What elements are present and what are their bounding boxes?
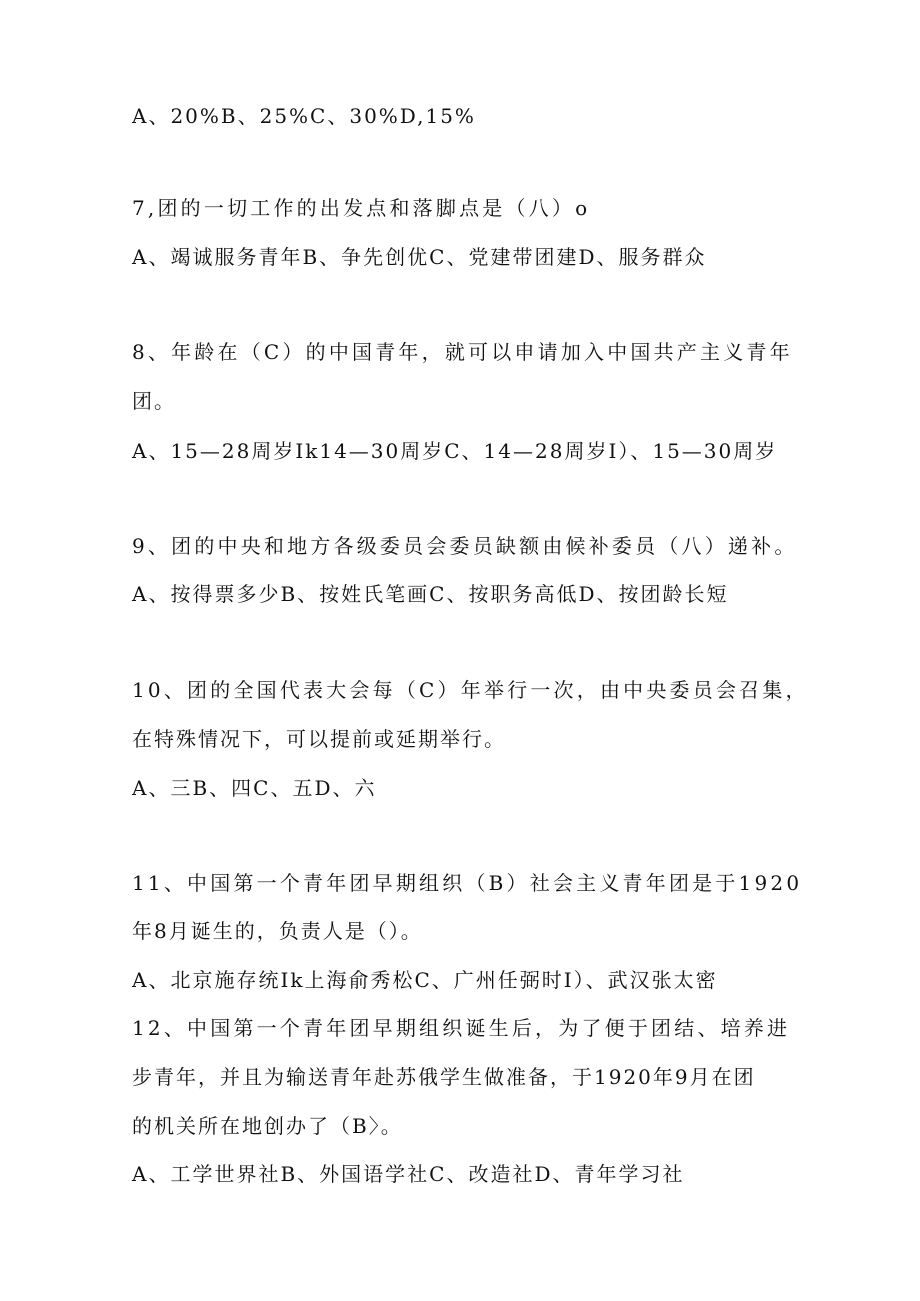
q8-options: A、15—28周岁Ik14—30周岁C、14—28周岁I）、15—30周岁: [132, 439, 778, 463]
q12-question-line3: 的机关所在地创办了（B〉。: [132, 1114, 403, 1138]
q12-question-line2: 步青年，并且为输送青年赴苏俄学生做准备，于1920年9月在团: [132, 1065, 756, 1089]
q8-question-line1: 8、年龄在（C）的中国青年，就可以申请加入中国共产主义青年: [132, 340, 793, 364]
q6-options: A、20%B、25%C、30%D,15%: [132, 104, 476, 128]
q8-question-line2: 团。: [132, 389, 176, 413]
q12-question-line1: 12、中国第一个青年团早期组织诞生后，为了便于团结、培养进: [132, 1016, 791, 1040]
q10-options: A、三B、四C、五D、六: [132, 776, 377, 800]
q10-question-line1: 10、团的全国代表大会每（C）年举行一次，由中央委员会召集，: [132, 678, 809, 702]
q9-question: 9、团的中央和地方各级委员会委员缺额由候补委员（八）递补。: [132, 534, 798, 558]
q7-question: 7,团的一切工作的出发点和落脚点是（八）o: [132, 196, 591, 220]
q12-options: A、工学世界社B、外国语学社C、改造社D、青年学习社: [132, 1162, 685, 1186]
q7-options: A、竭诚服务青年B、争先创优C、党建带团建D、服务群众: [132, 245, 707, 269]
q9-options: A、按得票多少B、按姓氏笔画C、按职务高低D、按团龄长短: [132, 582, 729, 606]
q10-question-line2: 在特殊情况下，可以提前或延期举行。: [132, 727, 506, 751]
q11-options: A、北京施存统Ik上海俞秀松C、广州任弼时I）、武汉张太密: [132, 968, 718, 992]
q11-question-line2: 年8月诞生的，负责人是（）。: [132, 919, 423, 943]
q11-question-line1: 11、中国第一个青年团早期组织（B）社会主义青年团是于1920: [132, 871, 803, 895]
